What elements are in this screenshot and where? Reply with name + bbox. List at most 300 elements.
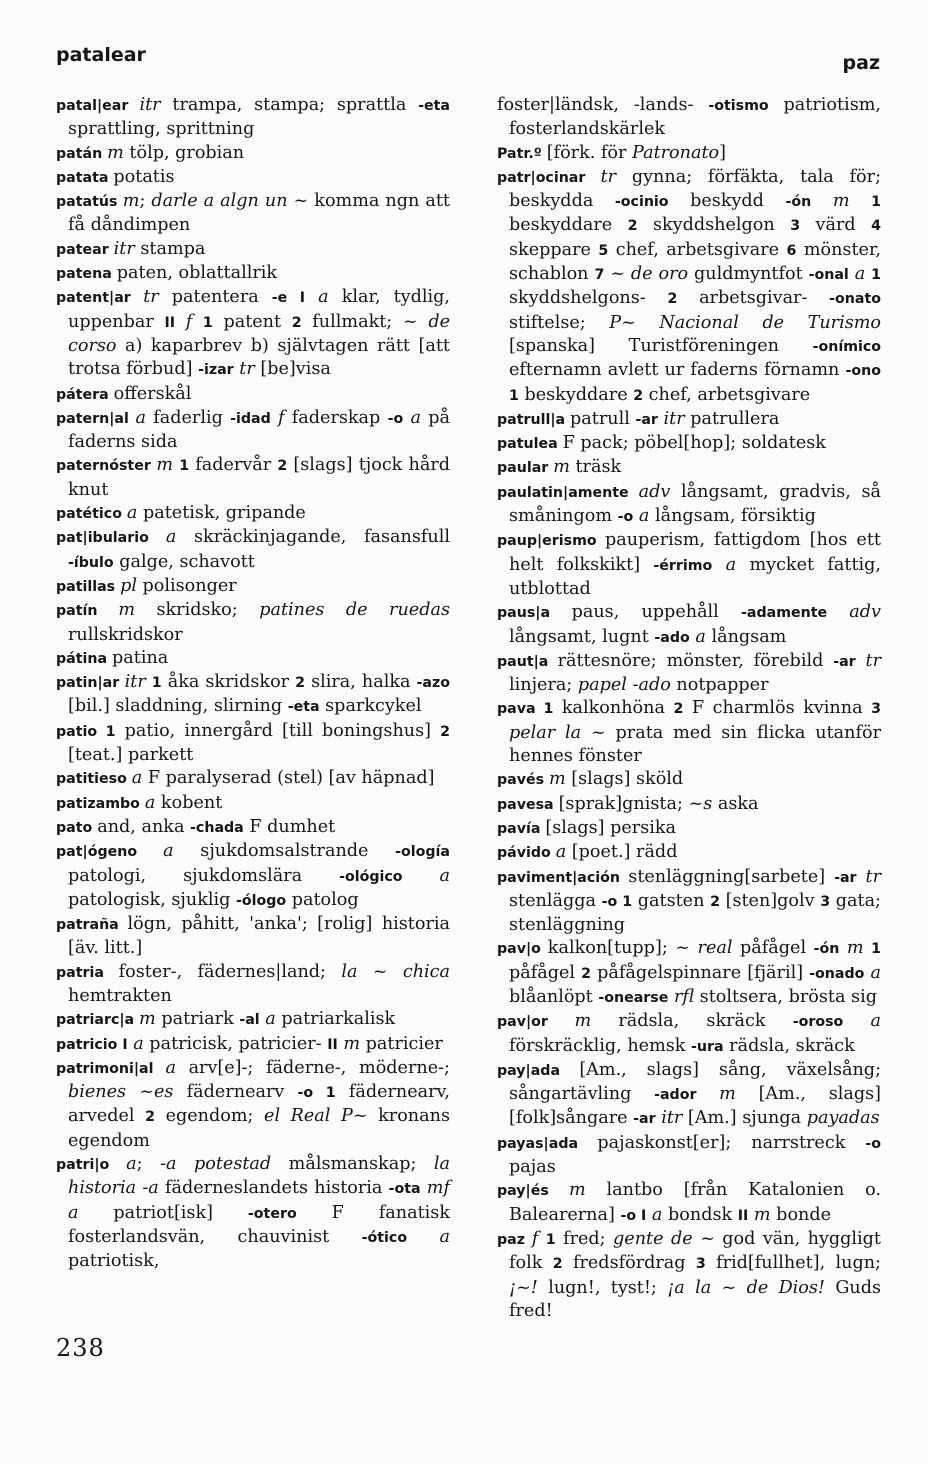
entry-text [403,866,440,886]
entry-headword: pav|o [497,941,548,958]
entry-subform: -érrimo [653,557,713,574]
entry-headword: patraña [56,917,128,934]
entry-headword: patético [56,506,127,523]
dictionary-entry [56,502,450,526]
entry-text: patina [112,647,169,668]
entry-grammar-label: de corso [68,311,451,356]
entry-headword: patriarc|a [56,1012,140,1029]
dictionary-entry [56,961,450,1009]
entry-subform: 3 [871,701,881,718]
entry-grammar-label: tr [600,166,617,187]
dictionary-entry [497,166,881,408]
entry-subform: -o 1 [601,893,633,910]
entry-text: påfågelspinnare [fjäril] [591,962,810,983]
entry-subform: -ar [833,653,856,670]
entry-subform: -chada [190,819,244,836]
entry-grammar-label: la historia -a [68,1154,450,1199]
entry-text [827,602,849,622]
entry-text: lantbo [från Katalonien o. Balearerna] [509,1180,881,1225]
entry-text: frid[fullhet], lugn; [705,1253,881,1274]
dictionary-entry [56,407,450,455]
entry-subform: -onearse [598,989,669,1006]
entry-headword: patín [56,603,119,620]
entry-text: kronans egendom [68,1106,450,1151]
entry-text: gata; stenläggning [509,890,881,936]
entry-text: hemtrakten [68,985,172,1006]
dictionary-entry [56,840,450,913]
entry-headword: patio [56,723,106,740]
entry-headword: patr|ocinar [497,169,601,186]
entry-grammar-label: m [553,457,570,478]
entry-headword: pava [497,701,544,718]
entry-grammar-label: adv [849,602,881,623]
entry-text: målsmanskap; [271,1154,434,1175]
dictionary-entry [56,671,450,720]
entry-text: guldmyntfot [688,264,809,285]
entry-grammar-label: a [144,792,156,813]
entry-headword: pat|ógeno [56,844,164,861]
entry-text: linjera; [509,675,578,696]
entry-subform: 2 [295,675,306,692]
entry-headword: paup|erismo [497,533,605,550]
entry-grammar-label: payadas [806,1108,880,1129]
entry-text: blåanlöpt [509,986,599,1007]
entry-subform: -ar [635,411,658,428]
entry-text: skeppare [509,239,599,260]
entry-text: gatsten [632,890,711,911]
entry-text: patriotisk, [68,1251,160,1272]
entry-headword: pav|or [497,1014,575,1031]
entry-text [271,408,278,428]
entry-subform: 1 [543,701,554,718]
entry-text: patio, innergård [till boningshus] [115,720,441,741]
entry-text: åka skridskor [161,672,296,693]
entry-headword: patitieso [56,771,132,788]
entry-headword: pato [56,819,98,836]
entry-text: beskydd [668,191,786,212]
entry-grammar-label: m [343,1033,361,1054]
dictionary-entry [497,841,881,865]
entry-text: pajaskonst[er]; narrstreck [597,1132,866,1153]
dictionary-entry [56,526,450,575]
entry-text: trampa, stampa; sprattla [160,95,419,115]
dictionary-entry [56,454,450,502]
entry-subform: 2 [291,314,302,331]
entry-subform: I [122,1036,128,1053]
entry-grammar-label: pl [120,575,137,596]
dictionary-entry [497,793,881,817]
entry-text: skridsko; [135,600,260,621]
entry-text: ~ [604,264,631,285]
entry-text: långsamt, lugnt [509,626,655,647]
entry-subform: 1 [202,314,213,331]
entry-subform: -idad [230,410,271,427]
entry-subform: -o I [620,1207,647,1224]
dictionary-entry [497,866,881,938]
entry-text: arv[e]-; fäderne-, möderne-; [175,1057,450,1078]
entry-text: patologi, sjukdomslära [68,865,340,886]
entry-text: gynna; förfäkta, tala för; beskydda [509,166,881,212]
entry-text [538,1229,545,1249]
entry-text: beskyddare [509,215,628,236]
left-column [56,94,450,1274]
dictionary-entry [56,1008,450,1032]
dictionary-entry [497,768,881,792]
entry-grammar-label: real [697,938,733,959]
entry-text: skyddshelgon [637,215,791,236]
dictionary-entry [56,720,450,768]
entry-text: [slags] tjock hård knut [68,455,451,500]
entry-text: patrullera [684,408,780,429]
dictionary-entry [56,599,450,647]
entry-text: pauperism, fattigdom [hos ett helt folkskikt] [509,530,881,575]
right-guide-word: paz [842,52,880,74]
entry-grammar-label: de oro [630,264,689,285]
entry-text: chef, arbetsgivare [608,239,787,260]
entry-text: faderskap [284,407,388,428]
entry-subform: -ono [845,363,881,380]
entry-grammar-label: tr [239,359,255,380]
entry-grammar-label: mf a [68,1178,450,1223]
entry-text: arbetsgivar- [677,288,830,309]
entry-subform: -ología [395,844,450,861]
entry-grammar-label: a [725,554,737,575]
entry-text: patologisk, sjuklig [68,889,236,910]
dictionary-entry [497,408,881,432]
entry-text: Guds fred! [509,1277,881,1321]
entry-text: [Am.] sjunga [682,1108,807,1129]
dictionary-entry [497,1179,881,1228]
entry-text: värd [800,215,872,236]
dictionary-entry [56,1033,450,1057]
entry-subform: II [164,314,175,331]
entry-text: [be]visa [254,359,331,380]
entry-grammar-label: m [548,769,566,790]
entry-headword: pávido [497,845,556,862]
entry-grammar-label: m [107,142,124,163]
entry-subform: -ado [654,629,690,646]
dictionary-entry [56,286,450,382]
entry-text: stiftelse; [509,312,610,333]
entry-subform: -o [617,509,634,526]
entry-subform: -onado [809,965,865,982]
entry-text: sprattling, sprittning [68,119,255,140]
entry-text: paus, uppehåll [571,602,741,623]
entry-text [712,555,725,575]
entry-grammar-label: a [695,626,706,647]
entry-text: klar, tydlig, uppenbar [68,287,450,332]
entry-subform: -ólogo [235,892,287,909]
entry-subform: -o [865,1135,881,1152]
entry-text [857,867,866,887]
entry-text: lugn!, tyst!; [537,1277,668,1298]
entry-subform: 2 [145,1109,155,1126]
entry-grammar-label: itr [661,1108,683,1129]
dictionary-entry [56,575,450,599]
entry-grammar-label: tr [143,287,159,308]
entry-subform: 1 [871,267,881,284]
entry-subform: -azo [416,675,450,692]
entry-text: patetisk, gripande [137,503,306,524]
entry-grammar-label: m [118,600,135,621]
entry-subform: -ótico [361,1229,408,1246]
entry-text: skräckinjagande, fasansfull [176,527,450,548]
entry-text: F paralyserad (stel) [av häpnad] [142,768,435,789]
entry-subform: 3 [695,1256,706,1273]
entry-grammar-label: itr [663,408,685,429]
entry-subform: 7 [594,267,605,284]
entry-headword: patena [56,266,117,283]
entry-subform: -eta [287,699,320,716]
dictionary-entry [56,238,450,262]
entry-text [843,1011,870,1031]
entry-text: stenläggning[sarbete] [628,866,835,887]
entry-headword: patria [56,964,119,981]
dictionary-entry [497,142,881,166]
entry-text: foster|ländsk, -lands- [497,95,709,115]
entry-text: [sten]golv [719,890,821,911]
entry-text: kalkonhöna [553,698,674,719]
entry-grammar-label: a [265,1009,276,1030]
entry-text: patriarkalisk [275,1009,396,1030]
entry-grammar-label: bienes ~es [68,1082,174,1103]
entry-text: påfågel [509,962,582,983]
entry-subform: 1 [105,723,116,740]
entry-grammar-label: a [126,1154,137,1175]
entry-text: chef, arbetsgivare [643,384,811,405]
entry-text: rättesnöre; mönster, förebild [557,650,834,671]
entry-grammar-label: a [555,842,567,863]
entry-text: pajas [509,1157,556,1178]
entry-text: fullmakt; ~ [301,311,429,332]
entry-grammar-label: darle a algn un [151,191,288,212]
entry-headword: paular [497,460,554,477]
right-column [497,94,881,1323]
entry-headword: paut|a [497,653,558,670]
entry-grammar-label: a [870,962,881,983]
entry-text: kobent [155,792,223,813]
entry-grammar-label: f [531,1228,539,1249]
entry-text: F pack; pöbel[hop]; soldatesk [562,433,826,454]
entry-grammar-label: a [439,865,450,886]
entry-headword: pavesa [497,796,559,813]
dictionary-entry [497,1010,881,1059]
dictionary-entry [56,262,450,286]
entry-subform: -izar [198,362,234,379]
entry-text: F dumhet [243,816,336,837]
dictionary-entry [497,1132,881,1180]
entry-grammar-label: f [185,311,193,332]
dictionary-entry [497,937,881,1010]
entry-grammar-label: el Real P~ [264,1106,368,1127]
entry-headword: pay|és [497,1183,569,1200]
dictionary-entry [497,817,881,841]
entry-headword: paviment|ación [497,869,629,886]
entry-subform: 2 [673,701,684,718]
entry-text: F fanatisk fosterlandsvän, chauvinist [68,1202,450,1247]
entry-text: skyddshelgons- [509,288,668,309]
dictionary-entry [497,697,881,768]
entry-subform: -ocinio [614,194,669,211]
entry-grammar-label: a [439,1226,450,1247]
entry-headword: patillas [56,578,121,595]
entry-text: [sprak]gnista; ~ [558,793,704,814]
entry-subform: -ar [834,869,857,886]
entry-subform: 2 [277,458,288,475]
entry-text: patent [212,311,292,332]
entry-text: rädsla, skräck [591,1011,793,1032]
dictionary-entry [56,142,450,166]
entry-subform: 4 [871,218,881,235]
entry-headword: patear [56,241,114,258]
entry-text [839,938,847,958]
entry-subform: 2 [710,893,720,910]
entry-headword: payas|ada [497,1135,598,1152]
entry-text [864,938,872,958]
entry-text: långsam, försiktig [649,506,816,527]
entry-subform: -adamente [741,605,828,622]
entry-text: [slags] sköld [565,769,684,790]
entry-headword: patata [56,169,114,186]
entry-grammar-label: a [870,1011,882,1032]
entry-grammar-label: pelar la [509,722,582,743]
entry-subform: 2 [581,965,592,982]
entry-subform: -onal [808,267,849,284]
entry-grammar-label: rfl [673,986,695,1007]
entry-subform: II [327,1036,338,1053]
entry-text: bondsk [662,1204,738,1225]
entry-text: galge, schavott [113,551,255,572]
entry-text: påfågel [732,938,814,959]
entry-text: rädsla, skräck [723,1035,855,1056]
entry-text: patolog [286,889,359,910]
entry-text: förskräcklig, hemsk [509,1035,692,1056]
entry-text: långsam [705,626,787,647]
entry-grammar-label: a [165,1057,176,1078]
entry-grammar-label: a [133,1033,144,1054]
dictionary-entry [497,94,881,142]
entry-text [850,191,872,211]
entry-text [856,651,866,671]
entry-text [305,287,318,307]
entry-text: mönster, schablon [509,239,882,285]
entry-subform: 3 [820,893,831,910]
entry-text: lögn, påhitt, 'anka'; [rolig] historia [äv. litt.] [68,914,450,959]
entry-text: slira, halka [305,672,417,693]
entry-text: faderlig [145,407,231,428]
entry-headword: patal|ear [56,98,140,114]
entry-text: [förk. för [546,142,633,163]
entry-headword: patin|ar [56,675,125,692]
entry-subform: -ador [654,1087,697,1104]
dictionary-entry [497,1228,881,1323]
entry-text: polisonger [136,575,237,596]
entry-headword: paz [497,1231,532,1248]
entry-headword: patán [56,145,108,162]
entry-subform: -ón [813,941,840,958]
entry-subform: -íbulo [68,554,114,571]
entry-text: patriot[isk] [78,1202,248,1223]
entry-grammar-label: patines de ruedas [259,600,450,621]
entry-text: [teat.] parkett [68,745,194,766]
entry-text: [Am., slags] sång, växelsång; sångartävling [509,1059,881,1105]
entry-grammar-label: m [753,1204,771,1225]
entry-text: [poet.] rädd [566,842,678,863]
entry-subform: 1 [179,458,190,475]
dictionary-entry [56,816,450,840]
dictionary-entry [56,647,450,671]
dictionary-entry [497,432,881,456]
entry-text: notpapper [670,675,769,696]
entry-subform: -onímico [812,338,881,355]
dictionary-entry [56,792,450,816]
entry-grammar-label: m [832,191,850,212]
entry-text: ~ prata med sin flicka utanför hennes fönster [509,722,881,767]
entry-text: aska [712,793,759,814]
entry-text: tölp, grobian [123,142,245,163]
entry-grammar-label: m [568,1180,586,1201]
entry-text [407,1227,439,1247]
entry-text: långsamt, gradvis, så småningom [509,481,881,527]
entry-subform: 6 [786,242,797,259]
entry-grammar-label: m [122,191,140,212]
entry-subform: -e I [271,290,306,307]
dictionary-entry [56,1057,450,1153]
entry-headword: patrimoni|al [56,1060,166,1077]
entry-headword: paus|a [497,605,572,622]
entry-grammar-label: adv [638,481,671,502]
entry-grammar-label: a [318,287,329,308]
entry-subform: -otero [247,1205,297,1222]
entry-subform: -otismo [708,98,769,114]
dictionary-entry [56,913,450,961]
entry-subform: -oroso [792,1014,844,1031]
entry-text [192,312,203,332]
dictionary-entry [56,1153,450,1273]
entry-text: stenlägga [509,890,602,911]
entry-text: ~ komma ngn att få dåndimpen [68,191,450,236]
entry-grammar-label: Patronato [632,142,720,163]
entry-grammar-label: a [126,503,138,524]
dictionary-entry [497,529,881,601]
entry-text: [spanska] Turistföreningen [509,335,813,356]
entry-headword: pátera [56,386,114,403]
entry-subform: -ón [785,194,812,211]
dictionary-entry [56,767,450,791]
dictionary-entry [56,190,450,238]
entry-grammar-label: m [139,1009,156,1030]
entry-text: potatis [113,166,175,187]
dictionary-entry [497,650,881,698]
entry-headword: pavés [497,772,549,789]
page-number: 238 [56,1334,105,1362]
entry-text: offerskål [113,383,192,404]
entry-text: and, anka [97,816,191,837]
entry-grammar-label: tr [865,650,882,671]
entry-subform: 2 [440,723,451,740]
entry-text: patrull [570,408,636,429]
entry-grammar-label: itr [113,238,135,259]
entry-headword: paulatin|amente [497,484,639,501]
entry-subform: 1 [545,1231,556,1248]
entry-grammar-label: a [854,264,866,285]
entry-text: F charmlös kvinna [683,698,872,719]
entry-grammar-label: m [156,455,174,476]
dictionary-entry [497,1059,881,1132]
entry-subform: II [737,1207,749,1224]
entry-text [696,1084,719,1104]
entry-text: stampa [134,238,206,259]
